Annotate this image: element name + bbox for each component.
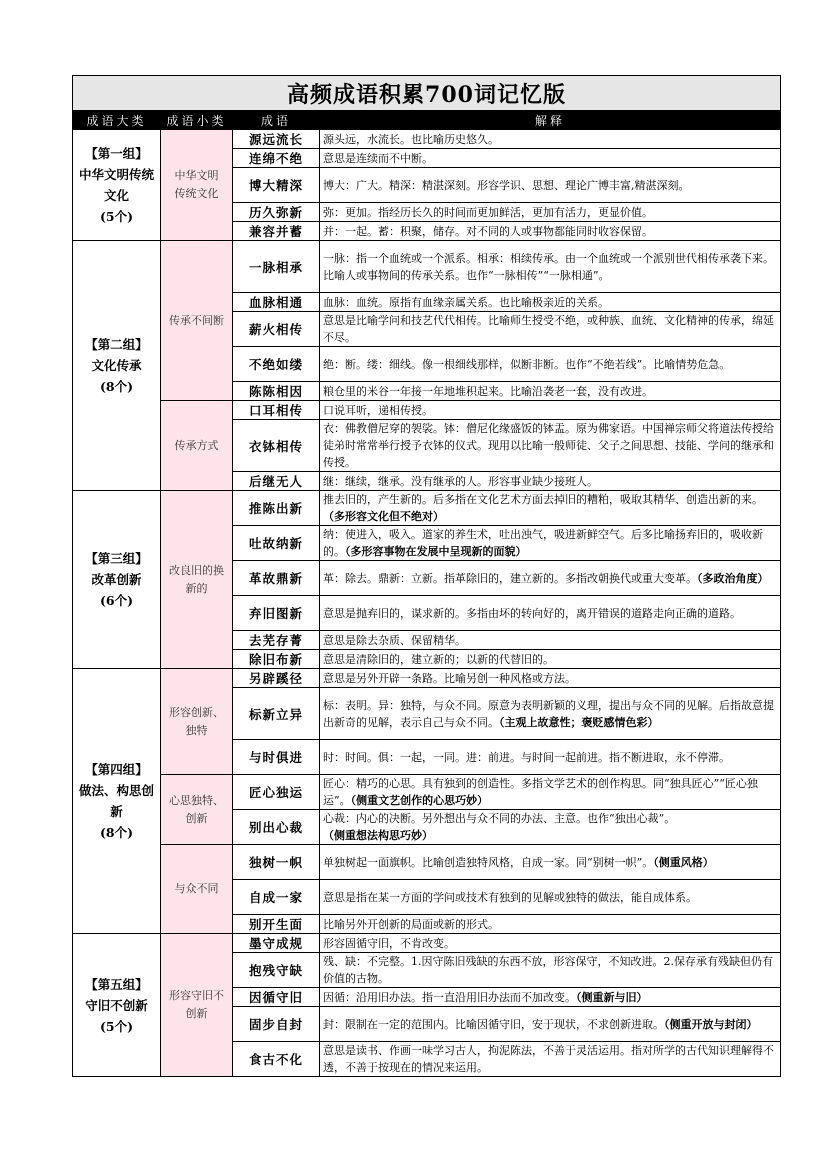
explanation-cell (320, 650, 781, 669)
explanation-cell (320, 491, 781, 526)
table-row (73, 130, 781, 149)
emphasis-note: （多政治角度） (697, 571, 769, 585)
emphasis-note: （侧重新与旧） (576, 990, 648, 1004)
group-label: 【第五组】 守旧不创新 (5个) (73, 934, 161, 1077)
explanation-cell (320, 382, 781, 401)
explanation-text: 意思是另外开辟一条路。比喻另创一种风格或方法。 (323, 671, 576, 685)
subgroup-label: 传承方式 (161, 401, 233, 491)
explanation-text: 源头远，水流长。也比喻历史悠久。 (323, 132, 499, 146)
idiom-cell: 博大精深 (233, 168, 320, 203)
emphasis-note: （侧重文艺创作的心思巧妙） (350, 794, 489, 807)
header-explanation: 解释 (320, 111, 781, 130)
table-row (73, 401, 781, 420)
idiom-cell: 别开生面 (233, 915, 320, 934)
idiom-cell: 推陈出新 (233, 491, 320, 526)
explanation-text: 封：限制在一定的范围内。比喻因循守旧，安于现状，不求创新进取。 (323, 1017, 664, 1031)
explanation-cell (320, 420, 781, 472)
idiom-cell: 连绵不绝 (233, 149, 320, 168)
idiom-cell: 去芜存菁 (233, 631, 320, 650)
explanation-cell (320, 934, 781, 953)
explanation-cell (320, 203, 781, 222)
idiom-cell: 血脉相通 (233, 293, 320, 312)
explanation-cell (320, 168, 781, 203)
emphasis-note: （多形容文化但不绝对） (323, 510, 444, 523)
explanation-cell (320, 526, 781, 561)
emphasis-note: （主观上故意性；褒贬感情色彩） (499, 715, 659, 729)
title-row (73, 76, 781, 111)
idiom-cell: 薪火相传 (233, 312, 320, 347)
explanation-text: 继：继续，继承。没有继承的人。形容事业缺少接班人。 (323, 474, 598, 488)
explanation-cell (320, 472, 781, 491)
explanation-cell (320, 401, 781, 420)
explanation-cell (320, 149, 781, 168)
idiom-cell: 一脉相承 (233, 241, 320, 293)
explanation-text: 博大：广大。精深：精湛深刻。形容学识、思想、理论广博丰富,精湛深刻。 (323, 178, 690, 192)
explanation-text: 衣：佛教僧尼穿的袈裟。钵：僧尼化缘盛饭的钵盂。原为佛家语。中国禅宗师父将道法传授给徒弟时常常举行授予衣钵的仪式。现用以比喻一般师徒、父子之间思想、技能、学问的继承和传授。 (323, 422, 774, 469)
explanation-text: 时：时间。俱：一起，一同。进：前进。与时间一起前进。指不断进取，永不停滞。 (323, 750, 730, 764)
idiom-cell: 匠心独运 (233, 775, 320, 810)
subgroup-label: 传承不间断 (161, 241, 233, 401)
idiom-table (72, 75, 781, 1077)
explanation-text: 意思是抛弃旧的，谋求新的。多指由坏的转向好的，离开错误的道路走向正确的道路。 (323, 606, 741, 620)
explanation-cell (320, 915, 781, 934)
group-label: 【第一组】 中华文明传统 文化 (5个) (73, 130, 161, 241)
idiom-cell: 别出心裁 (233, 810, 320, 845)
table-row (73, 934, 781, 953)
idiom-cell: 陈陈相因 (233, 382, 320, 401)
subgroup-label: 形容创新、 独特 (161, 669, 233, 775)
explanation-cell (320, 740, 781, 775)
subgroup-label: 与众不同 (161, 845, 233, 934)
explanation-text: 意思是除去杂质、保留精华。 (323, 633, 466, 647)
idiom-cell: 独树一帜 (233, 845, 320, 880)
idiom-cell: 因循守旧 (233, 988, 320, 1007)
group-label: 【第二组】 文化传承 (8个) (73, 241, 161, 491)
explanation-cell (320, 130, 781, 149)
header-idiom: 成语 (233, 111, 320, 130)
explanation-text: 并：一起。蓄：积聚，储存。对不同的人或事物都能同时收容保留。 (323, 224, 653, 238)
subgroup-label: 形容守旧不 创新 (161, 934, 233, 1077)
idiom-sheet (72, 75, 780, 1077)
explanation-text: 标：表明。异：独特，与众不同。原意为表明新颖的义理，提出与众不同的见解。后指故意提出新奇的见解，表示自己与众不同。 (323, 698, 774, 729)
idiom-cell: 口耳相传 (233, 401, 320, 420)
idiom-cell: 弃旧图新 (233, 596, 320, 631)
header-subcategory: 成语小类 (161, 111, 233, 130)
explanation-text: 血脉：血统。原指有血缘亲属关系。也比喻极亲近的关系。 (323, 295, 609, 309)
table-row (73, 845, 781, 880)
explanation-text: 残、缺：不完整。1.因守陈旧残缺的东西不放，形容保守，不知改进。2.保存承有残缺但仍有价值的古物。 (323, 955, 773, 985)
explanation-text: 形容固循守旧，不肯改变。 (323, 936, 455, 950)
table-row (73, 775, 781, 810)
table-body (73, 76, 781, 1077)
idiom-cell: 历久弥新 (233, 203, 320, 222)
header-category: 成语大类 (73, 111, 161, 130)
explanation-text: 匠心：精巧的心思。具有独到的创造性。多指文学艺术的创作构思。同“独具匠心”“匠心独运”。 (323, 777, 758, 807)
idiom-cell: 后继无人 (233, 472, 320, 491)
explanation-cell (320, 222, 781, 241)
idiom-cell: 抱残守缺 (233, 953, 320, 988)
explanation-text: 弥：更加。指经历长久的时间而更加鲜活，更加有活力，更显价值。 (323, 205, 653, 219)
idiom-cell: 标新立异 (233, 688, 320, 740)
explanation-text: 革：除去。鼎新：立新。指革除旧的，建立新的。多指改朝换代或重大变革。 (323, 571, 697, 585)
table-row (73, 241, 781, 293)
emphasis-note: （侧重开放与封闭） (664, 1017, 758, 1031)
explanation-cell (320, 631, 781, 650)
explanation-cell (320, 845, 781, 880)
explanation-cell (320, 1042, 781, 1077)
explanation-cell (320, 1007, 781, 1042)
explanation-cell (320, 953, 781, 988)
explanation-text: 意思是读书、作画一味学习古人，拘泥陈法，不善于灵活运用。指对所学的古代知识理解得不透，不善于按现在的情况来运用。 (323, 1044, 774, 1074)
idiom-cell: 另辟蹊径 (233, 669, 320, 688)
idiom-cell: 源远流长 (233, 130, 320, 149)
idiom-cell: 墨守成规 (233, 934, 320, 953)
idiom-cell: 食古不化 (233, 1042, 320, 1077)
header-row (73, 111, 781, 130)
explanation-text: 一脉：指一个血统或一个派系。相承：相续传承。由一个血统或一个派别世代相传承袭下来。比喻人或事物间的传承关系。也作“一脉相传”“一脉相通”。 (323, 251, 774, 282)
explanation-cell (320, 880, 781, 915)
explanation-cell (320, 293, 781, 312)
explanation-text: 心裁：内心的决断。另外想出与众不同的办法、主意。也作“独出心裁”。 (323, 812, 676, 825)
idiom-cell: 固步自封 (233, 1007, 320, 1042)
idiom-cell: 兼容并蓄 (233, 222, 320, 241)
explanation-text: 意思是连续而不中断。 (323, 151, 433, 165)
explanation-text: 因循：沿用旧办法。指一直沿用旧办法而不加改变。 (323, 990, 576, 1004)
explanation-text: 单独树起一面旗帜。比喻创造独特风格，自成一家。同“别树一帜”。 (323, 855, 654, 869)
idiom-cell: 不绝如缕 (233, 347, 320, 382)
explanation-cell (320, 988, 781, 1007)
explanation-cell (320, 669, 781, 688)
explanation-cell (320, 810, 781, 845)
explanation-cell (320, 561, 781, 596)
subgroup-label: 改良旧的换 新的 (161, 491, 233, 669)
idiom-cell: 与时俱进 (233, 740, 320, 775)
emphasis-note: （多形容事物在发展中呈现新的面貌） (345, 545, 527, 558)
explanation-text: 绝：断。缕：细线。像一根细线那样，似断非断。也作“不绝若线”。比喻情势危急。 (323, 357, 731, 371)
explanation-text: 比喻另外开创新的局面或新的形式。 (323, 917, 499, 931)
emphasis-note: （侧重风格） (653, 855, 714, 869)
explanation-text: 意思是比喻学问和技艺代代相传。比喻师生授受不绝，或种族、血统、文化精神的传承，绵延不尽。 (323, 314, 774, 344)
explanation-text: 意思是清除旧的，建立新的；以新的代替旧的。 (323, 652, 554, 666)
page-title: 高频成语积累700词记忆版 (73, 76, 781, 111)
explanation-cell (320, 596, 781, 631)
explanation-text: 粮仓里的米谷一年接一年地堆积起来。比喻沿袭老一套，没有改进。 (323, 384, 653, 398)
explanation-text: 推去旧的，产生新的。后多指在文化艺术方面去掉旧的糟粕，吸取其精华、创造出新的来。 (323, 493, 763, 506)
explanation-cell (320, 347, 781, 382)
explanation-cell (320, 775, 781, 810)
explanation-text: 意思是指在某一方面的学问或技术有独到的见解或独特的做法，能自成体系。 (323, 890, 697, 904)
explanation-text: 纳：使进入，吸入。道家的养生术，吐出浊气，吸进新鲜空气。后多比喻扬弃旧的，吸收新的。 (323, 528, 763, 558)
idiom-cell: 革故鼎新 (233, 561, 320, 596)
subgroup-label: 心思独特、 创新 (161, 775, 233, 845)
group-label: 【第四组】 做法、构思创 新 (8个) (73, 669, 161, 934)
idiom-cell: 吐故纳新 (233, 526, 320, 561)
explanation-cell (320, 688, 781, 740)
idiom-cell: 除旧布新 (233, 650, 320, 669)
idiom-cell: 衣钵相传 (233, 420, 320, 472)
table-row (73, 491, 781, 526)
table-row (73, 669, 781, 688)
emphasis-note: （侧重想法构思巧妙） (323, 829, 433, 842)
group-label: 【第三组】 改革创新 (6个) (73, 491, 161, 669)
subgroup-label: 中华文明 传统文化 (161, 130, 233, 241)
explanation-text: 口说耳听，递相传授。 (323, 403, 433, 417)
explanation-cell (320, 312, 781, 347)
idiom-cell: 自成一家 (233, 880, 320, 915)
explanation-cell (320, 241, 781, 293)
